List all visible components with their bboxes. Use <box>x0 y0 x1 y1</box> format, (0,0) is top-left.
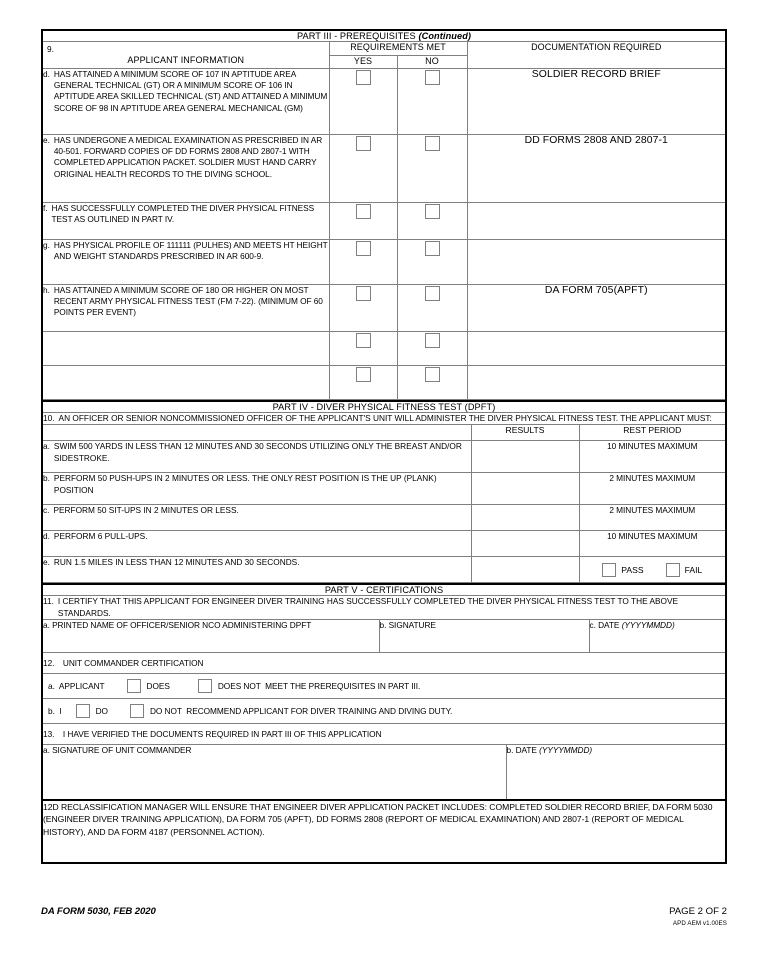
part4-row-a-results[interactable] <box>471 441 579 473</box>
part3-item-number: 9. <box>47 44 54 54</box>
checkbox-icon[interactable] <box>425 70 440 85</box>
part5-item13b-label: b. DATE <box>506 745 540 756</box>
part5-item13b-field[interactable] <box>506 745 725 800</box>
part3-col-yes: YES <box>329 55 397 69</box>
part4-row-b-text: PERFORM 50 PUSH-UPS IN 2 MINUTES OR LESS. THE ONLY REST POSITION IS THE UP (PLANK) POSITION <box>53 473 437 495</box>
part3-row-h-no-cell[interactable] <box>397 285 467 332</box>
part5-item12a-option-does-not: DOES NOT MEET THE PREREQUISITES IN PART III. <box>217 681 421 692</box>
da-form-5030-page2 <box>41 29 727 864</box>
part5-item11a-label: a. PRINTED NAME OF OFFICER/SENIOR NCO ADMINISTERING DPFT <box>43 620 312 631</box>
part5-item11b-label: b. SIGNATURE <box>379 620 436 631</box>
part5-item11b-field[interactable] <box>379 620 589 653</box>
part3-row-f-documentation <box>467 203 725 240</box>
part3-band <box>43 31 725 42</box>
part4-row-d-rest: 10 MINUTES MAXIMUM <box>579 531 725 557</box>
part4-row-c-label: c. <box>43 505 50 516</box>
part4-row-d-text-cell <box>43 531 471 557</box>
part3-row-f-yes-cell[interactable] <box>329 203 397 240</box>
part4-header-spacer <box>43 425 471 441</box>
part3-row-blank-2-documentation <box>467 366 725 400</box>
part3-row-g-documentation <box>467 240 725 285</box>
part4-row-b <box>43 473 725 505</box>
part4-row-d-label: d. <box>43 531 50 542</box>
part4-row-c <box>43 505 725 531</box>
part3-row-f-no-cell[interactable] <box>397 203 467 240</box>
part5-item12b-row <box>43 699 725 724</box>
part3-header-row-1 <box>43 42 725 56</box>
part3-row-g <box>43 240 725 285</box>
part3-row-blank-1 <box>43 332 725 366</box>
part5-item12b-label: b. I <box>48 706 62 717</box>
page-footer <box>41 906 727 946</box>
part5-item11a-field[interactable] <box>43 620 379 653</box>
part3-row-e-text: HAS UNDERGONE A MEDICAL EXAMINATION AS PRESCRIBED IN AR 40-501. FORWARD COPIES OF DD FORMS 2808 AND 2807-1 WITH COMPLETED APPLICATION PACKET. SOLDIER MUST HAND CARRY ORIGINAL HEALTH RECORDS TO THE DIVING SCHOOL. <box>53 135 323 179</box>
part3-row-d-text-cell <box>43 69 329 135</box>
part5-item13-cell <box>43 724 725 745</box>
part3-table <box>43 31 725 400</box>
checkbox-fail-icon[interactable] <box>666 563 680 577</box>
part5-item13-text: I HAVE VERIFIED THE DOCUMENTS REQUIRED IN PART III OF THIS APPLICATION <box>62 729 382 740</box>
part4-band-title: PART IV - DIVER PHYSICAL FITNESS TEST (DPFT) <box>43 401 725 413</box>
part4-row-d <box>43 531 725 557</box>
part3-col-no: NO <box>397 55 467 69</box>
checkbox-icon[interactable] <box>356 241 371 256</box>
part3-row-h-text: HAS ATTAINED A MINIMUM SCORE OF 180 OR HIGHER ON MOST RECENT ARMY PHYSICAL FITNESS TEST (FM 7-22). (MINIMUM OF 60 POINTS PER EVENT) <box>53 285 323 318</box>
part4-band-row <box>43 401 725 413</box>
part5-item12-row <box>43 653 725 674</box>
part5-item12b-option-do: DO <box>95 706 108 717</box>
part5-item11c-format: (YYYYMMDD) <box>621 620 675 631</box>
part5-item11-text: I CERTIFY THAT THIS APPLICANT FOR ENGINEER DIVER TRAINING HAS SUCCESSFULLY COMPLETED THE DIVER PHYSICAL FITNESS TEST TO THE ABOVE STANDARDS. <box>57 596 679 618</box>
part4-row-a-rest: 10 MINUTES MAXIMUM <box>579 441 725 473</box>
checkbox-icon[interactable] <box>356 367 371 382</box>
part5-item13-number: 13. <box>43 729 55 740</box>
checkbox-icon[interactable] <box>356 286 371 301</box>
part4-row-a <box>43 441 725 473</box>
checkbox-icon[interactable] <box>425 136 440 151</box>
part3-row-blank-1-text-cell <box>43 332 329 366</box>
checkbox-pass-icon[interactable] <box>602 563 616 577</box>
part4-table <box>43 400 725 583</box>
part3-col-documentation: DOCUMENTATION REQUIRED <box>467 42 725 69</box>
part4-row-d-text: PERFORM 6 PULL-UPS. <box>53 531 148 542</box>
part3-applicant-header-cell <box>43 42 329 69</box>
part3-row-d-documentation: SOLDIER RECORD BRIEF <box>467 69 725 135</box>
part3-row-g-label: g. <box>43 240 50 250</box>
part3-row-e-yes-cell[interactable] <box>329 135 397 203</box>
part3-band-row <box>43 31 725 42</box>
part4-row-e <box>43 557 725 583</box>
checkbox-do-icon[interactable] <box>76 704 90 718</box>
part5-item11-cell <box>43 596 725 620</box>
part5-item13-fields-row <box>43 745 725 800</box>
form-identifier: DA FORM 5030, FEB 2020 <box>41 906 156 917</box>
part3-row-h-yes-cell[interactable] <box>329 285 397 332</box>
part3-row-e <box>43 135 725 203</box>
part4-row-a-text-cell <box>43 441 471 473</box>
checkbox-icon[interactable] <box>425 367 440 382</box>
part5-table <box>43 583 725 861</box>
part3-band-title: PART III - PREREQUISITES <box>296 31 416 41</box>
checkbox-icon[interactable] <box>425 333 440 348</box>
part4-row-d-results[interactable] <box>471 531 579 557</box>
part5-item12-cell <box>43 653 725 674</box>
checkbox-icon[interactable] <box>356 333 371 348</box>
part5-notice-row <box>43 800 725 862</box>
part3-row-f-text-cell <box>43 203 329 240</box>
part3-row-g-text: HAS PHYSICAL PROFILE OF 111111 (PULHES) AND MEETS HT HEIGHT AND WEIGHT STANDARDS PRESCRIBED IN AR 600-9. <box>53 240 328 262</box>
part3-row-d-label: d. <box>43 69 50 79</box>
part4-row-b-results[interactable] <box>471 473 579 505</box>
part3-row-d <box>43 69 725 135</box>
checkbox-icon[interactable] <box>356 136 371 151</box>
part4-row-b-text-cell <box>43 473 471 505</box>
part5-item13-row <box>43 724 725 745</box>
checkbox-do-not-icon[interactable] <box>130 704 144 718</box>
part3-row-blank-1-documentation <box>467 332 725 366</box>
part4-row-b-label: b. <box>43 473 50 484</box>
part5-band-row <box>43 584 725 596</box>
part5-item12-text: UNIT COMMANDER CERTIFICATION <box>62 658 204 669</box>
part5-item12b-option-do-not: DO NOT RECOMMEND APPLICANT FOR DIVER TRAINING AND DIVING DUTY. <box>149 706 453 717</box>
part3-row-d-yes-cell[interactable] <box>329 69 397 135</box>
part3-row-blank-2-text-cell <box>43 366 329 400</box>
part5-item12a-cell <box>43 674 725 699</box>
part4-row-e-label: e. <box>43 557 50 568</box>
part3-row-g-no-cell[interactable] <box>397 240 467 285</box>
part3-row-e-text-cell <box>43 135 329 203</box>
part3-band-continued: (Continued) <box>418 31 472 41</box>
part3-row-e-no-cell[interactable] <box>397 135 467 203</box>
part4-row-a-label: a. <box>43 441 50 452</box>
part5-item11-fields-row <box>43 620 725 653</box>
part4-header-row <box>43 425 725 441</box>
part5-item12b-cell <box>43 699 725 724</box>
part4-item10-row <box>43 413 725 425</box>
part3-row-e-documentation: DD FORMS 2808 AND 2807-1 <box>467 135 725 203</box>
part4-row-e-text-cell <box>43 557 471 583</box>
reclassification-notice: 12D RECLASSIFICATION MANAGER WILL ENSURE THAT ENGINEER DIVER APPLICATION PACKET INCLUDES: COMPLETED SOLDIER RECORD BRIEF, DA FORM 5030 (ENGINEER DIVER TRAINING APPLICATION), DA FORM 705 (APFT), DD FORMS 2808 (REPORT OF MEDICAL EXAMINATION) AND 2807-1 (REPORT OF MEDICAL HISTORY), AND DA FORM 4187 (PERSONNEL ACTION). <box>43 800 725 862</box>
part4-row-c-text: PERFORM 50 SIT-UPS IN 2 MINUTES OR LESS. <box>53 505 239 516</box>
part5-item11-row <box>43 596 725 620</box>
part5-item13a-field[interactable] <box>43 745 506 800</box>
part3-row-f <box>43 203 725 240</box>
part3-col-applicant: APPLICANT INFORMATION <box>127 55 245 65</box>
part4-col-results: RESULTS <box>471 425 579 441</box>
page-number: PAGE 2 OF 2 <box>669 906 727 917</box>
checkbox-icon[interactable] <box>425 286 440 301</box>
part3-row-f-label: f. <box>43 203 48 213</box>
part4-col-rest-period: REST PERIOD <box>579 425 725 441</box>
part4-item10-cell <box>43 413 725 425</box>
part5-item13a-label: a. SIGNATURE OF UNIT COMMANDER <box>43 745 192 756</box>
part3-row-e-label: e. <box>43 135 50 145</box>
part5-item11-number: 11. <box>43 596 54 607</box>
part3-row-blank-1-yes-cell[interactable] <box>329 332 397 366</box>
part4-fail-label: FAIL <box>684 564 703 575</box>
part3-row-h-documentation: DA FORM 705(APFT) <box>467 285 725 332</box>
part5-item12a-option-does: DOES <box>146 681 170 692</box>
part3-col-requirements: REQUIREMENTS MET <box>329 42 467 56</box>
part3-row-f-text: HAS SUCCESSFULLY COMPLETED THE DIVER PHYSICAL FITNESS TEST AS OUTLINED IN PART IV. <box>51 203 315 225</box>
part4-row-a-text: SWIM 500 YARDS IN LESS THAN 12 MINUTES AND 30 SECONDS UTILIZING ONLY THE BREAST AND/OR SIDESTROKE. <box>53 441 462 463</box>
part4-item10-number: 10. <box>43 413 55 423</box>
checkbox-icon[interactable] <box>425 241 440 256</box>
checkbox-does-icon[interactable] <box>127 679 141 693</box>
part4-row-e-text: RUN 1.5 MILES IN LESS THAN 12 MINUTES AND 30 SECONDS. <box>53 557 300 568</box>
part4-item10-text: AN OFFICER OR SENIOR NONCOMMISSIONED OFFICER OF THE APPLICANT'S UNIT WILL ADMINISTER THE DIVER PHYSICAL FITNESS TEST. THE APPLICANT MUST: <box>58 413 712 423</box>
part3-row-blank-2 <box>43 366 725 400</box>
part3-row-h <box>43 285 725 332</box>
part4-pass-label: PASS <box>621 564 644 575</box>
checkbox-icon[interactable] <box>356 70 371 85</box>
part5-band-title: PART V - CERTIFICATIONS <box>43 584 725 596</box>
part3-row-d-no-cell[interactable] <box>397 69 467 135</box>
part3-row-blank-1-no-cell[interactable] <box>397 332 467 366</box>
part3-row-d-text: HAS ATTAINED A MINIMUM SCORE OF 107 IN APTITUDE AREA GENERAL TECHNICAL (GT) OR A MINIMUM SCORE OF 106 IN APTITUDE AREA SKILLED TECHNICAL (ST) AND ATTAINED A MINIMUM SCORE OF 98 IN APTITUDE AREA GENERAL MECHANICAL (GM) <box>53 69 328 113</box>
part3-row-g-yes-cell[interactable] <box>329 240 397 285</box>
part5-item12a-label: a. APPLICANT <box>48 681 105 692</box>
part5-item13b-format: (YYYYMMDD) <box>539 745 593 756</box>
part5-item12a-row <box>43 674 725 699</box>
part5-item11c-label: c. DATE <box>589 620 622 631</box>
part5-item12-number: 12. <box>43 658 55 669</box>
checkbox-icon[interactable] <box>425 204 440 219</box>
part4-row-c-text-cell <box>43 505 471 531</box>
part3-row-blank-2-no-cell[interactable] <box>397 366 467 400</box>
part3-row-g-text-cell <box>43 240 329 285</box>
part4-row-e-passfail-cell <box>579 557 725 583</box>
part3-row-blank-2-yes-cell[interactable] <box>329 366 397 400</box>
checkbox-does-not-icon[interactable] <box>198 679 212 693</box>
checkbox-icon[interactable] <box>356 204 371 219</box>
part3-row-h-label: h. <box>43 285 50 295</box>
part4-row-e-results[interactable] <box>471 557 579 583</box>
part4-row-c-rest: 2 MINUTES MAXIMUM <box>579 505 725 531</box>
part4-row-c-results[interactable] <box>471 505 579 531</box>
apd-version: APD AEM v1.00ES <box>672 920 727 927</box>
part3-row-h-text-cell <box>43 285 329 332</box>
part5-item11c-field[interactable] <box>589 620 725 653</box>
part4-row-b-rest: 2 MINUTES MAXIMUM <box>579 473 725 505</box>
